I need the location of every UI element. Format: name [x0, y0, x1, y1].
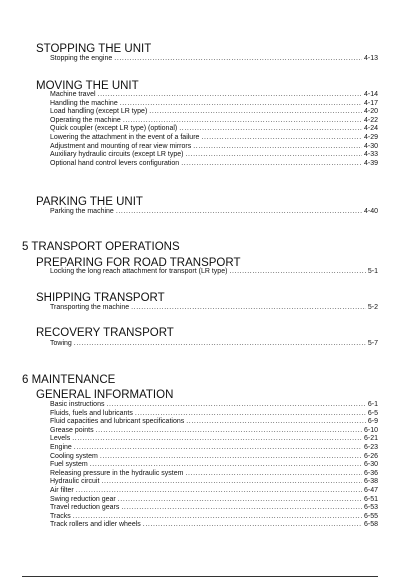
- entry-title: Operating the machine: [50, 116, 121, 124]
- toc-entry[interactable]: [50, 444, 378, 453]
- section-title-general-information: GENERAL INFORMATION: [36, 389, 174, 401]
- entry-page: 4-17: [363, 99, 378, 107]
- entry-page: 6-55: [363, 512, 378, 520]
- section-title-stopping: STOPPING THE UNIT: [36, 43, 152, 55]
- section-entries-shipping: [50, 304, 378, 313]
- section-entries-moving: [50, 91, 378, 168]
- entry-page: 4-40: [363, 208, 378, 215]
- section-title-parking: PARKING THE UNIT: [36, 196, 143, 208]
- entry-page: 4-39: [363, 159, 378, 167]
- entry-page: 6-26: [363, 452, 378, 460]
- toc-entry[interactable]: [50, 304, 378, 313]
- entry-page: 4-22: [363, 116, 378, 124]
- toc-entry[interactable]: [50, 435, 378, 444]
- entry-page: 4-24: [363, 125, 378, 133]
- entry-title: Stopping the engine: [50, 55, 113, 62]
- entry-title: Quick coupler (except LR type) (optional): [50, 125, 178, 133]
- toc-entry[interactable]: [50, 513, 378, 522]
- entry-title: Track rollers and idler wheels: [50, 521, 141, 529]
- entry-title: Optional hand control levers configuration: [50, 159, 180, 167]
- entry-page: 6-47: [363, 486, 378, 494]
- chapter-title-transport: 5 TRANSPORT OPERATIONS: [22, 241, 180, 253]
- entry-page: 4-29: [363, 133, 378, 141]
- toc-entry[interactable]: [50, 117, 378, 126]
- section-title-recovery: RECOVERY TRANSPORT: [36, 327, 174, 339]
- toc-entry[interactable]: [50, 340, 378, 349]
- entry-page: 6-1: [367, 401, 378, 408]
- entry-title: Levels: [50, 435, 71, 443]
- entry-page: 6-23: [363, 443, 378, 451]
- entry-title: Basic instructions: [50, 401, 105, 408]
- entry-page: 5-1: [367, 268, 378, 275]
- toc-entry[interactable]: [50, 100, 378, 109]
- entry-title: Releasing pressure in the hydraulic system: [50, 469, 184, 477]
- entry-title: Adjustment and mounting of rear view mirrors: [50, 142, 192, 150]
- toc-entry[interactable]: [50, 125, 378, 134]
- toc-entry[interactable]: [50, 496, 378, 505]
- entry-page: 6-21: [363, 435, 378, 443]
- entry-title: Towing: [50, 340, 72, 347]
- entry-page: 4-13: [363, 55, 378, 62]
- toc-entry[interactable]: [50, 55, 378, 64]
- entry-title: Parking the machine: [50, 208, 114, 215]
- section-title-shipping: SHIPPING TRANSPORT: [36, 292, 165, 304]
- section-entries-general-information: [50, 401, 378, 530]
- toc-entry[interactable]: [50, 478, 378, 487]
- entry-page: 5-7: [367, 340, 378, 347]
- toc-entry[interactable]: [50, 151, 378, 160]
- entry-page: 4-20: [363, 108, 378, 116]
- toc-entry[interactable]: [50, 410, 378, 419]
- entry-page: 6-36: [363, 469, 378, 477]
- entry-page: 4-14: [363, 91, 378, 98]
- entry-page: 6-58: [363, 521, 378, 529]
- footer-divider: [22, 576, 378, 577]
- section-entries-parking: [50, 208, 378, 217]
- entry-title: Machine travel: [50, 91, 96, 98]
- toc-entry[interactable]: [50, 453, 378, 462]
- toc-entry[interactable]: [50, 470, 378, 479]
- entry-title: Transporting the machine: [50, 304, 130, 311]
- entry-page: 6-38: [363, 478, 378, 486]
- entry-title: Auxiliary hydraulic circuits (except LR type): [50, 151, 184, 159]
- entry-title: Fluid capacities and lubricant specifications: [50, 418, 185, 426]
- section-entries-stopping: [50, 55, 378, 64]
- toc-entry[interactable]: [50, 108, 378, 117]
- entry-page: 6-5: [367, 409, 378, 417]
- entry-title: Handling the machine: [50, 99, 118, 107]
- entry-page: 4-33: [363, 151, 378, 159]
- toc-entry[interactable]: [50, 461, 378, 470]
- entry-title: Load handling (except LR type): [50, 108, 148, 116]
- entry-title: Engine: [50, 443, 72, 451]
- toc-entry[interactable]: [50, 418, 378, 427]
- chapter-title-maintenance: 6 MAINTENANCE: [22, 374, 116, 386]
- toc-entry[interactable]: [50, 401, 378, 410]
- toc-entry[interactable]: [50, 521, 378, 530]
- entry-page: 6-10: [363, 426, 378, 434]
- toc-entry[interactable]: [50, 143, 378, 152]
- entry-title: Lowering the attachment in the event of a failure: [50, 133, 200, 141]
- entry-page: 6-51: [363, 495, 378, 503]
- entry-page: 6-9: [367, 418, 378, 426]
- entry-page: 6-30: [363, 461, 378, 469]
- entry-title: Locking the long reach attachment for transport (LR type): [50, 268, 228, 275]
- entry-title: Tracks: [50, 512, 71, 520]
- section-entries-recovery: [50, 340, 378, 349]
- entry-title: Swing reduction gear: [50, 495, 116, 503]
- toc-entry[interactable]: [50, 160, 378, 169]
- toc-entry[interactable]: [50, 134, 378, 143]
- entry-page: 6-53: [363, 504, 378, 512]
- toc-entry[interactable]: [50, 91, 378, 100]
- entry-title: Grease points: [50, 426, 94, 434]
- entry-page: 4-30: [363, 142, 378, 150]
- section-title-moving: MOVING THE UNIT: [36, 80, 139, 92]
- entry-title: Hydraulic circuit: [50, 478, 100, 486]
- toc-entry[interactable]: [50, 487, 378, 496]
- section-title-road-transport: PREPARING FOR ROAD TRANSPORT: [36, 257, 241, 269]
- entry-title: Cooling system: [50, 452, 98, 460]
- toc-entry[interactable]: [50, 208, 378, 217]
- entry-title: Fluids, fuels and lubricants: [50, 409, 133, 417]
- toc-entry[interactable]: [50, 427, 378, 436]
- toc-entry[interactable]: [50, 504, 378, 513]
- entry-title: Air filter: [50, 486, 74, 494]
- section-entries-road-transport: [50, 268, 378, 277]
- entry-title: Fuel system: [50, 461, 88, 469]
- toc-entry[interactable]: [50, 268, 378, 277]
- entry-page: 5-2: [367, 304, 378, 311]
- entry-title: Travel reduction gears: [50, 504, 120, 512]
